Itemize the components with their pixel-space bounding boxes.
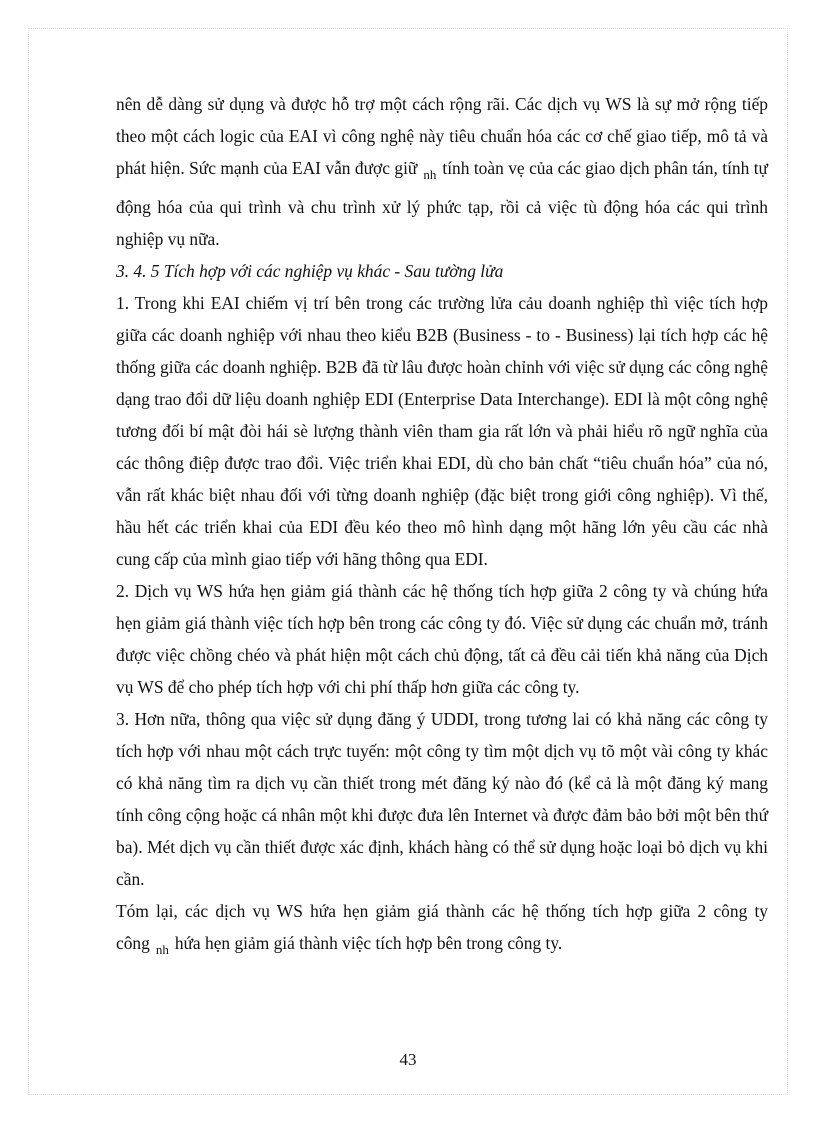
paragraph-summary-text-b: hứa hẹn giảm giá thành việc tích hợp bên trong công ty. [174,933,563,953]
list-item-2: 2. Dịch vụ WS hứa hẹn giảm giá thành các hệ thống tích hợp giữa 2 công ty và chúng hứa hẹn giảm giá thành việc tích hợp bên trong các công ty đó. Việc sử dụng các chuẩn mở, tránh được việc chồng chéo và phát hiện một cách chủ động, tất cả đều cải tiến khả năng của Dịch vụ WS để cho phép tích hợp với chi phí thấp hơn giữa các công ty. [116,581,768,697]
paragraph-intro-text-b: tính toàn vẹ của các giao dịch phân tán, tính tự động hóa của qui trình và chu trình xử lý phức tạp, rồi cả việc tù động hóa các qui trình nghiệp vụ nữa. [116,158,768,249]
paragraph-summary [116,895,768,966]
paragraph-summary-text-a: Tóm lại, các dịch vụ WS hứa hẹn giảm giá thành các hệ thống tích hợp giữa 2 công ty công [116,901,768,953]
paragraph-intro-subscript: nh [423,167,437,182]
paragraph-intro-text-a: nên dễ dàng sử dụng và được hỗ trợ một cách rộng rãi. Các dịch vụ WS là sự mở rộng tiếp theo một cách logic của EAI vì công nghệ này tiêu chuẩn hóa các cơ chế giao tiếp, mô tả và phát hiện. Sức mạnh của EAI vẫn được giữ [116,94,768,178]
page-number: 43 [399,1050,417,1069]
paragraph-summary-subscript: nh [155,942,169,957]
list-item-3: 3. Hơn nữa, thông qua việc sử dụng đăng ý UDDI, trong tương lai có khả năng các công ty tích hợp với nhau một cách trực tuyến: một công ty tìm một dịch vụ tõ một vài công ty khác có khả năng tìm ra dịch vụ cần thiết trong mét đăng ký nào đó (kể cả là một đăng ký mang tính công cộng hoặc cá nhân một khi được đưa lên Internet và được đảm bảo bởi một bên thứ ba). Mét dịch vụ cần thiết được xác định, khách hàng có thể sử dụng hoặc loại bỏ dịch vụ khi cần. [116,709,768,889]
document-body [116,88,768,966]
section-heading: 3. 4. 5 Tích hợp với các nghiệp vụ khác - Sau tường lửa [116,261,504,281]
paragraph-intro [116,88,768,255]
list-item-1: 1. Trong khi EAI chiếm vị trí bên trong các trường lửa cảu doanh nghiệp thì việc tích hợp giữa các doanh nghiệp với nhau theo kiểu B2B (Business - to - Business) lại tích hợp các hệ thống giữa các doanh nghiệp. B2B đã từ lâu được hoàn chỉnh với việc sử dụng các công nghệ dạng trao đổi dữ liệu doanh nghiệp EDI (Enterprise Data Interchange). EDI là một công nghệ tương đối bí mật đòi hái sè lượng thành viên tham gia rất lớn và phải hiểu rõ ngữ nghĩa của các thông điệp được trao đổi. Việc triển khai EDI, dù cho bản chất “tiêu chuẩn hóa” của nó, vẫn rất khác biệt nhau đối với từng doanh nghiệp (đặc biệt trong giới công nghiệp). Vì thế, hầu hết các triển khai của EDI đều kéo theo mô hình dạng một hãng lớn yêu cầu các nhà cung cấp của mình giao tiếp với hãng thông qua EDI. [116,293,768,569]
